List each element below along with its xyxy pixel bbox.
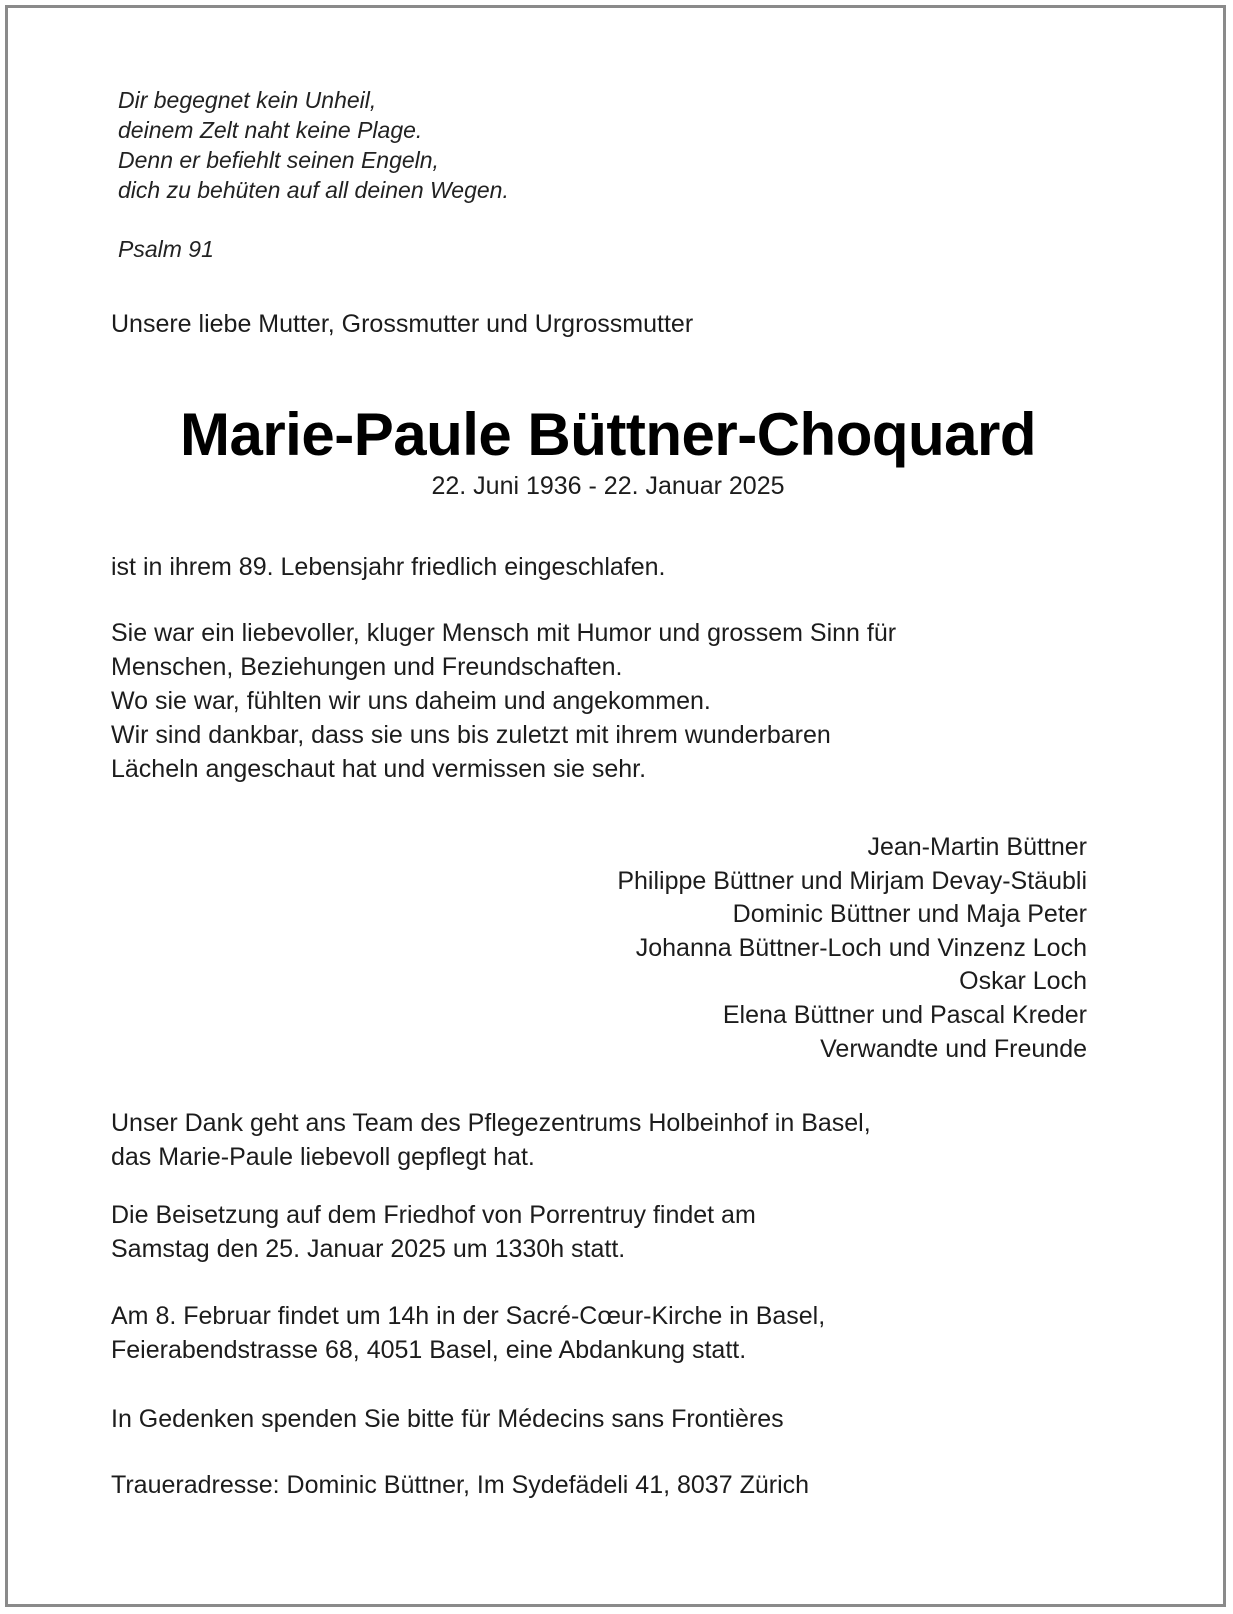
tribute-line: Sie war ein liebevoller, kluger Mensch mit Humor und grossem Sinn für: [111, 619, 897, 647]
psalm-line: deinem Zelt naht keine Plage.: [118, 117, 423, 143]
tribute-paragraph: [111, 616, 896, 786]
passing-text: [111, 550, 665, 584]
mourner-entry: Verwandte und Freunde: [820, 1034, 1087, 1063]
mourner-entry: Jean-Martin Büttner: [867, 833, 1087, 861]
burial-line: Die Beisetzung auf dem Friedhof von Porrentruy findet am: [111, 1201, 756, 1229]
mourner-entry: Johanna Büttner-Loch und Vinzenz Loch: [635, 933, 1087, 962]
mourner-entry: Philippe Büttner und Mirjam Devay-Stäubli: [617, 866, 1087, 895]
service-line: Am 8. Februar findet um 14h in der Sacré-Cœur-Kirche in Basel,: [111, 1302, 826, 1330]
psalm-line: Dir begegnet kein Unheil,: [118, 87, 377, 113]
thanks-line: das Marie-Paule liebevoll gepflegt hat.: [111, 1143, 535, 1171]
tribute-line: Lächeln angeschaut hat und vermissen sie sehr.: [111, 755, 647, 783]
mourners-list: [617, 831, 1087, 1066]
donation-line: In Gedenken spenden Sie bitte für Médecins sans Frontières: [111, 1405, 784, 1433]
psalm-line: Denn er befiehlt seinen Engeln,: [118, 147, 439, 173]
psalm-line: dich zu behüten auf all deinen Wegen.: [118, 177, 509, 203]
mourning-address: [111, 1468, 809, 1502]
thanks-paragraph: [111, 1106, 871, 1174]
tribute-line: Wo sie war, fühlten wir uns daheim und angekommen.: [111, 687, 711, 715]
obituary-page: [5, 5, 1226, 1607]
burial-paragraph: [111, 1198, 756, 1266]
mourner-entry: Elena Büttner und Pascal Kreder: [722, 1000, 1087, 1029]
intro-text: Unsere liebe Mutter, Grossmutter und Urgrossmutter: [111, 310, 694, 338]
donation-text: [111, 1402, 784, 1436]
service-paragraph: [111, 1299, 825, 1367]
address-line: Traueradresse: Dominic Büttner, Im Sydefädeli 41, 8037 Zürich: [111, 1471, 810, 1499]
psalm-quote: [118, 85, 509, 205]
deceased-name: Marie-Paule Büttner-Choquard: [179, 401, 1037, 468]
mourner-entry: Dominic Büttner und Maja Peter: [732, 900, 1087, 929]
psalm-reference: Psalm 91: [118, 236, 214, 262]
burial-line: Samstag den 25. Januar 2025 um 1330h statt.: [111, 1235, 626, 1263]
life-dates: 22. Juni 1936 - 22. Januar 2025: [431, 472, 785, 500]
thanks-line: Unser Dank geht ans Team des Pflegezentrums Holbeinhof in Basel,: [111, 1109, 871, 1137]
mourner-entry: Oskar Loch: [959, 967, 1087, 996]
tribute-line: Wir sind dankbar, dass sie uns bis zuletzt mit ihrem wunderbaren: [111, 721, 831, 749]
passing-line: ist in ihrem 89. Lebensjahr friedlich eingeschlafen.: [111, 553, 666, 581]
tribute-line: Menschen, Beziehungen und Freundschaften.: [111, 653, 623, 681]
service-line: Feierabendstrasse 68, 4051 Basel, eine Abdankung statt.: [111, 1336, 747, 1364]
